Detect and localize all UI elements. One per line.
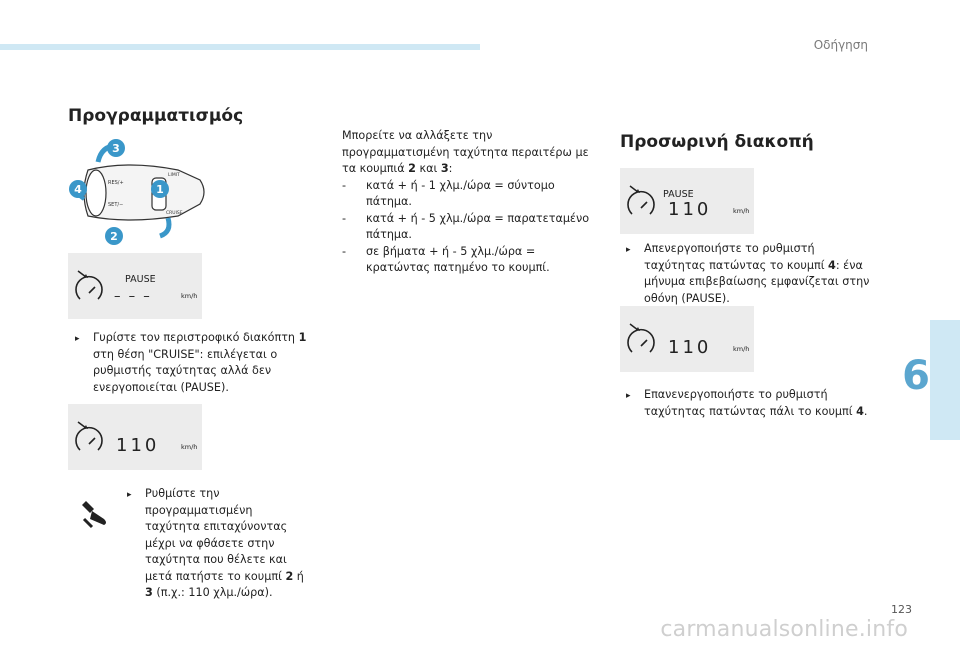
chapter-tab xyxy=(930,320,960,440)
step-deactivate: ▸ Απενεργοποιήστε το ρυθμιστή ταχύτητας πατώντας το κουμπί 4: ένα μήνυμα επιβεβαίωσης εμφανίζεται στην οθόνη (PAUSE). xyxy=(626,241,876,307)
lcd-speed: 110 xyxy=(668,337,712,358)
speedometer-icon xyxy=(628,186,654,214)
callout-1: 1 xyxy=(156,183,164,196)
lcd-status: PAUSE xyxy=(125,274,156,285)
lcd-speed: 110 xyxy=(116,435,160,456)
section-title-programming: Προγραμματισμός xyxy=(68,106,244,126)
lcd-display-resumed xyxy=(620,306,754,372)
speedometer-icon xyxy=(628,324,654,352)
lcd-display-speed-set xyxy=(68,404,202,470)
intro-text: Μπορείτε να αλλάξετε την προγραμματισμένη ταχύτητα περαιτέρω με τα κουμπιά 2 και 3: xyxy=(342,129,589,175)
lcd-unit: km/h xyxy=(733,345,750,353)
arrow-down-icon xyxy=(160,218,169,236)
lcd-unit: km/h xyxy=(181,292,198,300)
label-limit: LIMIT xyxy=(168,173,180,178)
lcd-display-paused xyxy=(620,168,754,234)
speed-change-instructions xyxy=(342,128,600,277)
callout-4: 4 xyxy=(74,183,82,196)
header-accent-bar xyxy=(0,44,480,50)
list-item: - σε βήματα + ή - 5 χλμ./ώρα = κρατώντας πατημένο το κουμπί. xyxy=(342,244,550,274)
list-item: - κατά + ή - 5 χλμ./ώρα = παρατεταμένο πάτημα. xyxy=(342,211,590,241)
speedometer-icon xyxy=(76,271,102,299)
lcd-display-pause-idle xyxy=(68,253,202,319)
bullet-icon: ▸ xyxy=(127,490,132,500)
chapter-title: Οδήγηση xyxy=(813,38,868,52)
bullet-icon: ▸ xyxy=(75,334,80,344)
section-title-pause: Προσωρινή διακοπή xyxy=(620,132,814,152)
step-reactivate: ▸ Επανενεργοποιήστε το ρυθμιστή ταχύτητας πατώντας πάλι το κουμπί 4. xyxy=(626,387,876,420)
bullet-icon: ▸ xyxy=(626,391,631,401)
watermark: carmanualsonline.info xyxy=(660,617,908,642)
step-turn-knob: ▸ Γυρίστε τον περιστροφικό διακόπτη 1 στη θέση "CRUISE": επιλέγεται ο ρυθμιστής ταχύτητας αλλά δεν ενεργοποιείται (PAUSE). xyxy=(75,330,325,396)
lcd-speed: 110 xyxy=(668,199,712,220)
list-item: - κατά + ή - 1 χλμ./ώρα = σύντομο πάτημα. xyxy=(342,178,555,208)
speedometer-icon xyxy=(76,422,102,450)
lcd-unit: km/h xyxy=(733,207,750,215)
chapter-number: 6 xyxy=(902,353,930,399)
label-res: RES/+ xyxy=(108,180,124,186)
bullet-icon: ▸ xyxy=(626,245,631,255)
accelerator-foot-icon xyxy=(78,495,112,529)
lcd-status: PAUSE xyxy=(663,189,694,200)
label-set: SET/− xyxy=(108,202,124,208)
page-number: 123 xyxy=(891,603,912,616)
lcd-unit: km/h xyxy=(181,443,198,451)
label-cruise: CRUISE xyxy=(166,211,183,216)
cruise-stalk-illustration xyxy=(68,132,208,250)
lcd-speed: – – – xyxy=(114,289,152,304)
callout-3: 3 xyxy=(112,142,120,155)
callout-2: 2 xyxy=(110,230,118,243)
stalk-svg xyxy=(68,132,208,250)
step-adjust-speed: ▸ Ρυθμίστε την προγραμματισμένη ταχύτητα επιταχύνοντας μέχρι να φθάσετε στην ταχύτητα που θέλετε και μετά πατήστε το κουμπί 2 ή 3 (π.χ.: 110 χλμ./ώρα). xyxy=(127,486,307,602)
